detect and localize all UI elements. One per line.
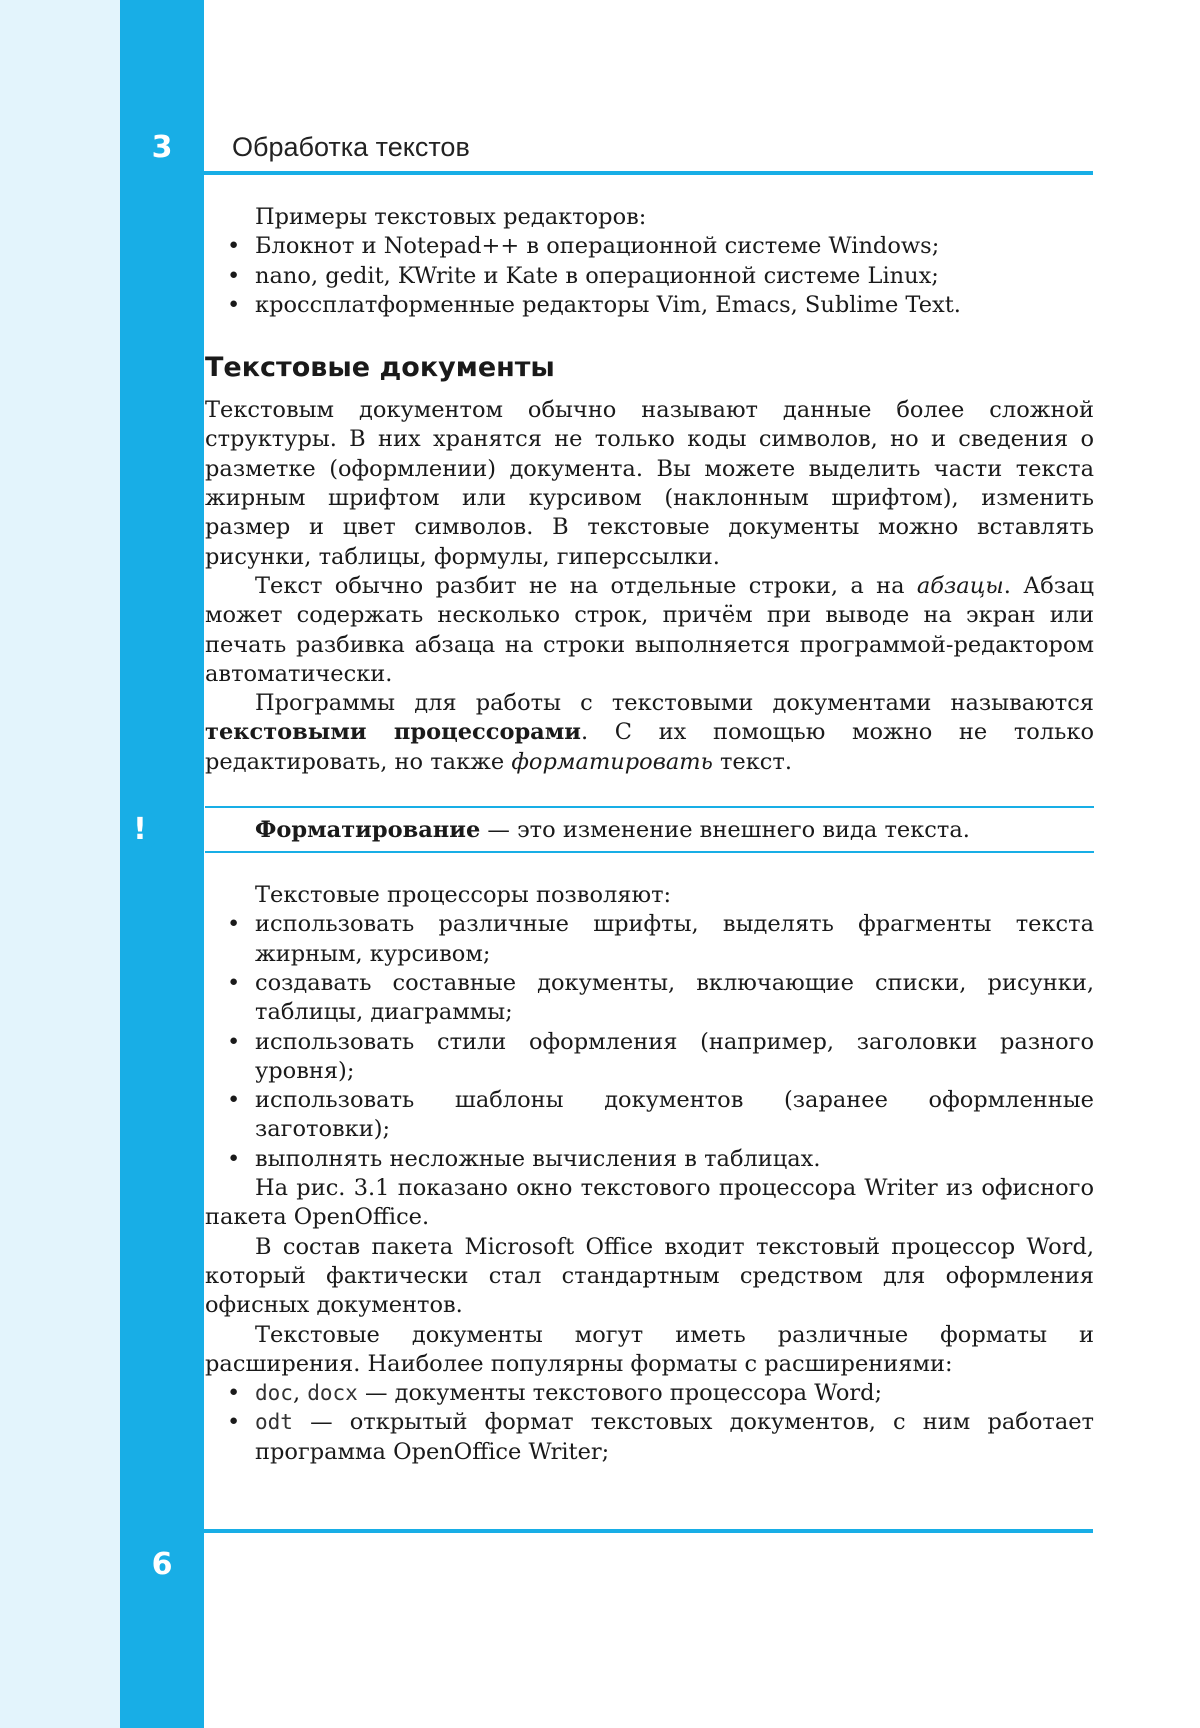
left-accent-bar: [120, 0, 204, 1728]
list-item: • выполнять несложные вычисления в таблицах.: [205, 1145, 1094, 1174]
definition-term: Форматирование: [255, 817, 481, 844]
list-item: • Блокнот и Notepad++ в операционной системе Windows;: [205, 232, 1094, 261]
section-heading: Текстовые документы: [205, 352, 555, 384]
text-span: Текст обычно разбит не на отдельные строки, а на: [255, 572, 917, 599]
page-body: [133, 203, 1095, 1467]
chapter-number: 3: [151, 130, 173, 165]
text-span: . С их помощью можно не только редактировать, но также: [205, 719, 1094, 775]
header-divider: [204, 171, 1093, 175]
paragraph-formats: Текстовые документы могут иметь различные форматы и расширения. Наиболее популярны форматы с расширениями:: [205, 1321, 1094, 1377]
list-item: • кроссплатформенные редакторы Vim, Emacs, Sublime Text.: [205, 291, 1094, 320]
text-span: текст.: [712, 748, 793, 775]
bold-term: текстовыми процессорами: [205, 719, 581, 746]
list-item: • создавать составные документы, включающие списки, рисунки, таблицы, диаграммы;: [205, 969, 1094, 1028]
paragraph-writer: На рис. 3.1 показано окно текстового процессора Writer из офисного пакета OpenOffice.: [205, 1175, 1094, 1231]
list-item: [205, 1379, 1094, 1408]
paragraph-paragraphs: [205, 572, 1094, 689]
text-span: . Абзац может содержать несколько строк, причём при выводе на экран или печать разбивка абзаца на строки выполняется программой-редактором автоматически.: [205, 572, 1095, 687]
text-span: ,: [292, 1380, 308, 1407]
editors-lead: Примеры текстовых редакторов:: [255, 204, 647, 230]
exclamation-icon: !: [120, 810, 160, 850]
text-span: Программы для работы с текстовыми документами называются: [255, 690, 1094, 717]
list-item: • nano, gedit, KWrite и Kate в операционной системе Linux;: [205, 262, 1094, 291]
editors-list: [205, 232, 1094, 320]
text-span: — документы текстового процессора Word;: [357, 1380, 883, 1407]
paragraph-word: В состав пакета Microsoft Office входит текстовый процессор Word, который фактически стал стандартным средством для оформления офисных документов.: [205, 1233, 1094, 1319]
features-list: [205, 910, 1094, 1174]
italic-term: абзацы: [916, 572, 1004, 599]
italic-term: форматировать: [511, 748, 713, 775]
chapter-title: Обработка текстов: [232, 132, 470, 162]
list-item: • использовать шаблоны документов (заранее оформленные заготовки);: [205, 1086, 1094, 1145]
footer-divider: [204, 1529, 1093, 1533]
file-extension: odt: [255, 1410, 293, 1435]
list-item: • использовать различные шрифты, выделять фрагменты текста жирным, курсивом;: [205, 910, 1094, 969]
paragraph-processors: [205, 689, 1094, 777]
definition-box: [133, 806, 1094, 853]
list-item: • использовать стили оформления (например, заголовки разного уровня);: [205, 1028, 1094, 1087]
definition-text: — это изменение внешнего вида текста.: [480, 817, 970, 844]
list-item: [205, 1408, 1094, 1467]
page-number: 6: [151, 1547, 173, 1582]
file-extension: doc: [255, 1381, 293, 1406]
formats-list: [205, 1379, 1094, 1467]
paragraph-text-documents: Текстовым документом обычно называют данные более сложной структуры. В них хранятся не только коды символов, но и сведения о разметке (оформлении) документа. Вы можете выделить части текста жирным шрифтом или курсивом (наклонным шрифтом), изменить размер и цвет символов. В текстовые документы можно вставлять рисунки, таблицы, формулы, гиперссылки.: [205, 397, 1094, 570]
features-lead: Текстовые процессоры позволяют:: [255, 882, 672, 909]
file-extension: docx: [307, 1381, 358, 1406]
text-span: — открытый формат текстовых документов, с ним работает программа OpenOffice Writer;: [255, 1409, 1094, 1465]
